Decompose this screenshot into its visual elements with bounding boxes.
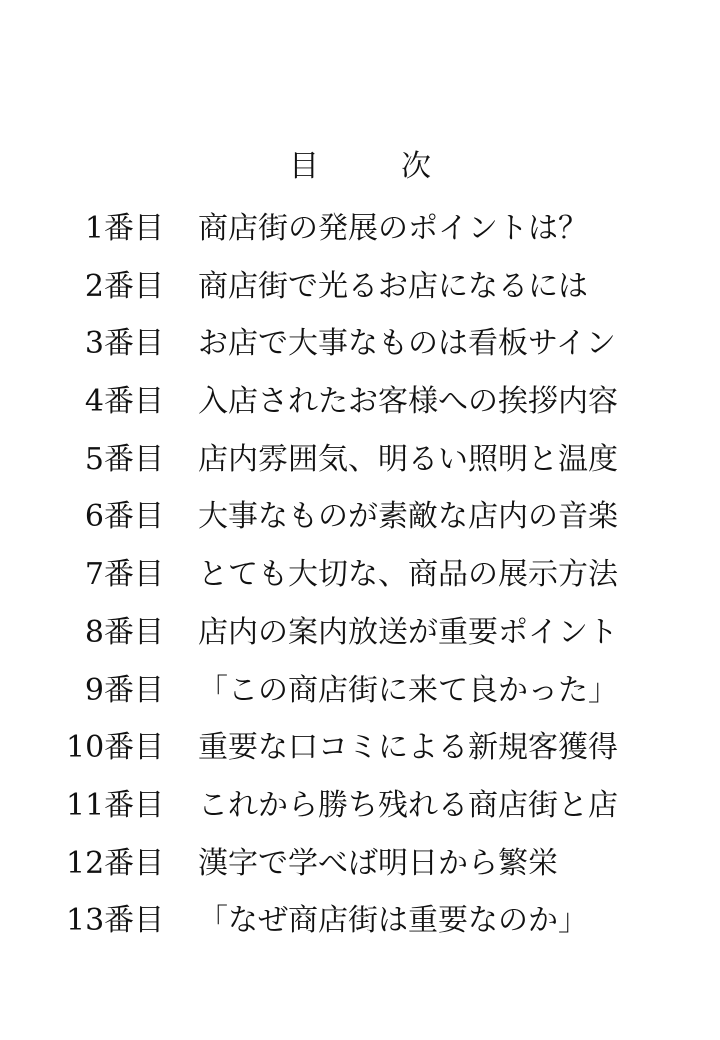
toc-item-number: 4番目 (84, 384, 164, 420)
toc-item (0, 892, 720, 950)
toc-item-title: 店内雰囲気、明るい照明と温度 (198, 441, 618, 477)
toc-item-title: 大事なものが素敵な店内の音楽 (198, 499, 618, 535)
toc-item-number: 11番目 (66, 787, 165, 823)
toc-item-number: 9番目 (84, 672, 164, 708)
toc-item (0, 546, 720, 604)
toc-item-number: 2番目 (84, 268, 164, 304)
toc-item-number: 7番目 (84, 557, 164, 593)
toc-item (0, 373, 720, 431)
toc-item (0, 835, 720, 893)
toc-item-title: 「この商店街に来て良かった」 (198, 672, 618, 708)
toc-item (0, 200, 720, 258)
toc-item (0, 662, 720, 720)
toc-item (0, 315, 720, 373)
toc-item-number: 6番目 (84, 499, 164, 535)
toc-item-number: 10番目 (66, 730, 165, 766)
toc-item-title: とても大切な、商品の展示方法 (198, 557, 618, 593)
toc-item-title: 店内の案内放送が重要ポイント (198, 614, 618, 650)
toc-item-number: 13番目 (66, 903, 165, 939)
toc-item-number: 3番目 (84, 326, 164, 362)
toc-item-title: 商店街の発展のポイントは？ (198, 211, 588, 246)
toc-item-title: これから勝ち残れる商店街と店 (198, 787, 618, 823)
toc-item-number: 5番目 (84, 441, 164, 477)
toc-list (0, 200, 720, 950)
toc-item-title: 重要な口コミによる新規客獲得 (198, 730, 618, 766)
toc-item (0, 431, 720, 489)
toc-item (0, 258, 720, 316)
toc-item-title: 入店されたお客様への挨拶内容 (198, 384, 618, 420)
toc-item (0, 719, 720, 777)
toc-item-title: お店で大事なものは看板サイン (198, 326, 616, 362)
toc-item (0, 488, 720, 546)
toc-item-number: 12番目 (66, 845, 165, 881)
toc-item-title: 「なぜ商店街は重要なのか」 (198, 903, 588, 939)
toc-item (0, 777, 720, 835)
toc-item-number: 8番目 (84, 614, 164, 650)
toc-item (0, 604, 720, 662)
toc-item-title: 商店街で光るお店になるには (198, 268, 588, 304)
toc-title: 目 次 (289, 149, 457, 184)
toc-item-number: 1番目 (84, 211, 164, 246)
toc-item-title: 漢字で学べば明日から繁栄 (198, 845, 558, 881)
